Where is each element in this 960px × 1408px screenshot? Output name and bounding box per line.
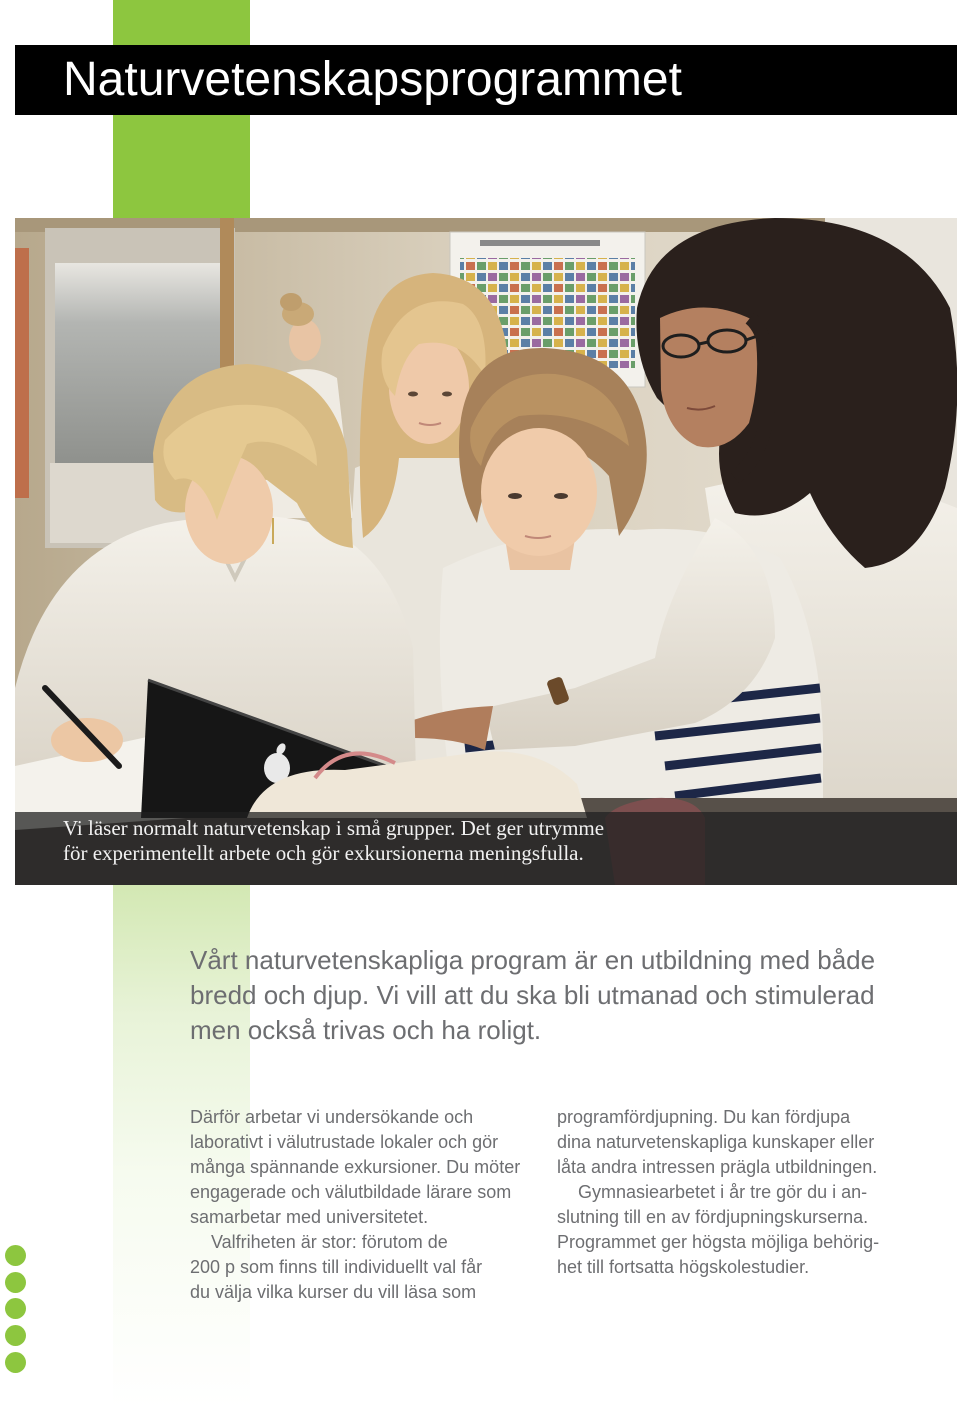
body-line: engagerade och välutbildade lärare som bbox=[190, 1182, 512, 1202]
green-dot-icon bbox=[5, 1272, 26, 1293]
lab-photo bbox=[15, 218, 957, 885]
intro-paragraph bbox=[190, 943, 875, 1048]
body-line: låta andra intressen prägla utbildningen. bbox=[557, 1157, 878, 1177]
intro-line: bredd och djup. Vi vill att du ska bli utmanad och stimulerad bbox=[190, 980, 875, 1010]
body-line: programfördjupning. Du kan fördjupa bbox=[557, 1107, 851, 1127]
green-dot-icon bbox=[5, 1325, 26, 1346]
title-bar bbox=[15, 45, 957, 115]
body-line: du välja vilka kurser du vill läsa som bbox=[190, 1282, 477, 1302]
body-line: slutning till en av fördjupningskurserna. bbox=[557, 1207, 869, 1227]
body-line: Valfriheten är stor: förutom de bbox=[211, 1232, 448, 1252]
body-column-right bbox=[557, 1105, 917, 1280]
green-dot-icon bbox=[5, 1245, 26, 1266]
body-line: många spännande exkursioner. Du möter bbox=[190, 1157, 521, 1177]
body-line: 200 p som finns till individuellt val får bbox=[190, 1257, 483, 1277]
body-line: Därför arbetar vi undersökande och bbox=[190, 1107, 474, 1127]
body-line: samarbetar med universitetet. bbox=[190, 1207, 429, 1227]
body-line: Programmet ger högsta möjliga behörig- bbox=[557, 1232, 880, 1252]
green-dot-icon bbox=[5, 1352, 26, 1373]
body-line: het till fortsatta högskolestudier. bbox=[557, 1257, 810, 1277]
page-title: Naturvetenskapsprogrammet bbox=[63, 53, 682, 106]
caption-line: Vi läser normalt naturvetenskap i små grupper. Det ger utrymme bbox=[63, 816, 605, 840]
green-dot-icon bbox=[5, 1298, 26, 1319]
body-column-left bbox=[190, 1105, 530, 1305]
body-line: laborativt i välutrustade lokaler och gör bbox=[190, 1132, 499, 1152]
photo-caption-text bbox=[63, 816, 604, 866]
body-line: Gymnasiearbetet i år tre gör du i an- bbox=[578, 1182, 868, 1202]
photo-caption bbox=[15, 812, 957, 885]
caption-line: för experimentellt arbete och gör exkursionerna meningsfulla. bbox=[63, 841, 584, 865]
body-line: dina naturvetenskapliga kunskaper eller bbox=[557, 1132, 875, 1152]
lab-photo-illustration bbox=[15, 218, 957, 885]
intro-line: men också trivas och ha roligt. bbox=[190, 1015, 542, 1045]
intro-line: Vårt naturvetenskapliga program är en utbildning med både bbox=[190, 945, 876, 975]
